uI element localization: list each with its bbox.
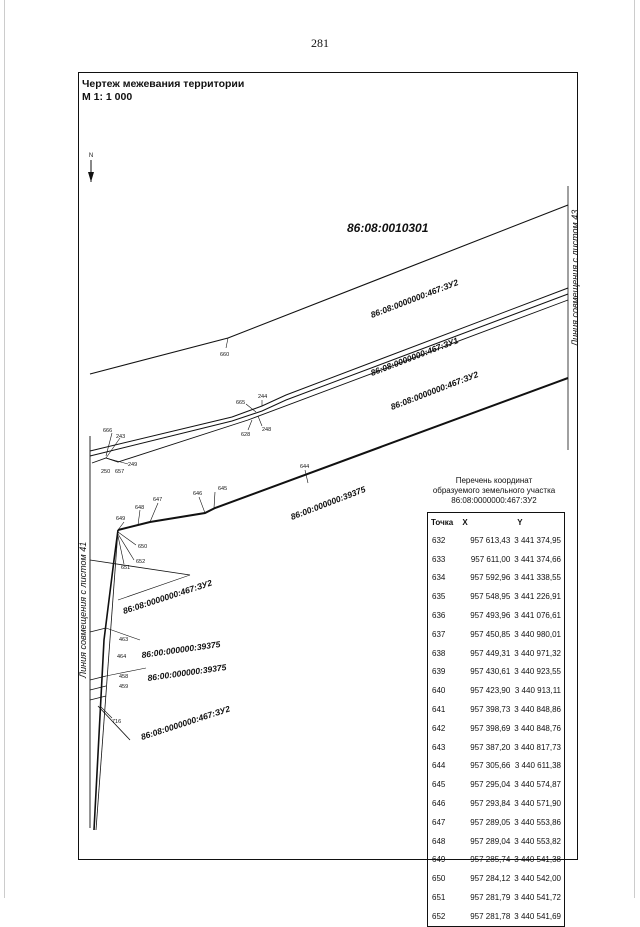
north-label: N (88, 153, 94, 159)
point-number-cell: 642 (432, 723, 446, 733)
point-label: 652 (136, 559, 146, 565)
point-number-cell: 641 (432, 705, 446, 715)
point-label: 249 (128, 462, 138, 468)
coordinates-caption-line3: 86:08:0000000:467:ЗУ2 (451, 496, 537, 505)
x-coordinate-cell: 957 305,66 (470, 761, 511, 771)
y-coordinate-cell: 3 440 574,87 (514, 780, 561, 790)
table-row (428, 700, 565, 719)
parcel-label-zu2-lower-b: 86:08:0000000:467:ЗУ2 (139, 703, 232, 742)
table-row (428, 587, 565, 606)
leader-716 (100, 706, 112, 718)
coordinates-table (427, 512, 565, 927)
drawing-title: Чертеж межевания территории (82, 78, 245, 90)
point-label: 649 (116, 516, 126, 522)
point-label: 660 (220, 352, 230, 358)
boundary-strip-5 (90, 686, 106, 690)
parcel-label-zu1: 86:08:0000000:467:ЗУ1 (369, 335, 460, 378)
header-x: X (462, 517, 468, 527)
leader-249 (106, 458, 128, 464)
leader-648 (138, 510, 140, 525)
x-coordinate-cell: 957 450,85 (470, 629, 511, 639)
table-row (428, 531, 565, 550)
leader-646 (199, 497, 205, 513)
leader-645 (214, 492, 215, 508)
y-coordinate-cell: 3 440 913,11 (514, 686, 561, 696)
y-coordinate-cell: 3 440 848,86 (514, 705, 561, 715)
coordinates-caption-line1: Перечень координат (455, 476, 533, 485)
y-coordinate-cell: 3 441 374,95 (514, 535, 561, 545)
x-coordinate-cell: 957 285,74 (470, 855, 511, 865)
y-coordinate-cell: 3 440 971,32 (514, 648, 561, 658)
point-label: 645 (218, 486, 228, 492)
table-row (428, 869, 565, 888)
point-number-cell: 633 (432, 554, 446, 564)
parcel-label-39375-upper: 86:00:000000:39375 (289, 484, 367, 522)
point-number-cell: 644 (432, 761, 446, 771)
x-coordinate-cell: 957 398,69 (470, 723, 511, 733)
point-label: 648 (135, 505, 145, 511)
y-coordinate-cell: 3 440 980,01 (514, 629, 561, 639)
point-number-cell: 651 (432, 893, 446, 903)
boundary-block-lower (90, 205, 568, 374)
header-point: Точка (431, 517, 454, 527)
point-label: 665 (236, 400, 246, 406)
table-row (428, 719, 565, 738)
x-coordinate-cell: 957 281,78 (470, 911, 511, 921)
y-coordinate-cell: 3 440 541,72 (514, 893, 561, 903)
sheet-join-label-left: Линия совмещения с листом 41 (78, 541, 88, 678)
point-label: 651 (121, 565, 131, 571)
sheet-join-label-right: Линия совмещения с листом 43 (570, 209, 580, 346)
boundary-strip-3 (90, 628, 106, 632)
point-number-cell: 646 (432, 799, 446, 809)
coordinates-caption (414, 476, 574, 506)
x-coordinate-cell: 957 289,04 (470, 836, 511, 846)
point-number-cell: 634 (432, 573, 446, 583)
point-number-cell: 648 (432, 836, 446, 846)
x-coordinate-cell: 957 398,73 (470, 705, 511, 715)
point-label: 243 (116, 434, 126, 440)
table-row (428, 832, 565, 851)
point-number-cell: 650 (432, 874, 446, 884)
x-coordinate-cell: 957 284,12 (470, 874, 511, 884)
y-coordinate-cell: 3 441 338,55 (514, 573, 561, 583)
y-coordinate-cell: 3 441 374,66 (514, 554, 561, 564)
table-header-row (428, 513, 565, 532)
x-coordinate-cell: 957 423,90 (470, 686, 511, 696)
parcel-label-zu2-upper: 86:08:0000000:467:ЗУ2 (369, 277, 460, 320)
y-coordinate-cell: 3 440 542,00 (514, 874, 561, 884)
x-coordinate-cell: 957 449,31 (470, 648, 511, 658)
point-label: 248 (262, 427, 272, 433)
point-number-cell: 637 (432, 629, 446, 639)
y-coordinate-cell: 3 440 553,86 (514, 817, 561, 827)
leader-666 (106, 433, 112, 456)
y-coordinate-cell: 3 440 571,90 (514, 799, 561, 809)
point-number-cell: 647 (432, 817, 446, 827)
y-coordinate-cell: 3 440 817,73 (514, 742, 561, 752)
point-label: 650 (138, 544, 148, 550)
x-coordinate-cell: 957 387,20 (470, 742, 511, 752)
point-number-cell: 643 (432, 742, 446, 752)
table-row (428, 644, 565, 663)
parcel-label-39375-lower-a: 86:00:000000:39375 (140, 639, 221, 660)
point-label: 463 (119, 637, 129, 643)
x-coordinate-cell: 957 430,61 (470, 667, 511, 677)
parcel-label-block: 86:08:0010301 (347, 221, 429, 235)
x-coordinate-cell: 957 592,96 (470, 573, 511, 583)
table-row (428, 907, 565, 926)
coordinates-caption-line2: образуемого земельного участка (432, 486, 556, 495)
x-coordinate-cell: 957 611,00 (470, 554, 511, 564)
boundary-zu1-lower (90, 294, 568, 456)
table-row (428, 663, 565, 682)
point-label: 644 (300, 464, 310, 470)
boundary-39375-main (118, 378, 568, 530)
table-row (428, 681, 565, 700)
point-label: 646 (193, 491, 203, 497)
x-coordinate-cell: 957 295,04 (470, 780, 511, 790)
point-number-cell: 639 (432, 667, 446, 677)
point-number-cell: 640 (432, 686, 446, 696)
y-coordinate-cell: 3 440 541,69 (514, 911, 561, 921)
parcel-label-39375-lower-b: 86:00:000000:39375 (146, 662, 227, 683)
x-coordinate-cell: 957 293,84 (470, 799, 511, 809)
point-number-cell: 632 (432, 535, 446, 545)
boundary-strip-6 (90, 696, 106, 700)
y-coordinate-cell: 3 440 923,55 (514, 667, 561, 677)
leader-644 (305, 470, 308, 483)
y-coordinate-cell: 3 440 553,82 (514, 836, 561, 846)
point-number-cell: 636 (432, 611, 446, 621)
y-coordinate-cell: 3 440 848,76 (514, 723, 561, 733)
table-row (428, 813, 565, 832)
point-number-cell: 635 (432, 592, 446, 602)
table-row (428, 569, 565, 588)
point-label: 666 (103, 428, 113, 434)
parcel-label-zu2-lower-a: 86:08:0000000:467:ЗУ2 (121, 577, 214, 616)
x-coordinate-cell: 957 289,05 (470, 817, 511, 827)
leader-651 (118, 536, 124, 564)
point-number-cell: 638 (432, 648, 446, 658)
x-coordinate-cell: 957 493,96 (470, 611, 511, 621)
x-coordinate-cell: 957 281,79 (470, 893, 511, 903)
boundary-strip-1 (96, 530, 118, 830)
parcel-label-zu2-middle: 86:08:0000000:467:ЗУ2 (389, 369, 480, 412)
point-label: 628 (241, 432, 251, 438)
table-row (428, 851, 565, 870)
coordinates-table-body (428, 531, 565, 926)
leader-248 (258, 416, 262, 426)
table-row (428, 757, 565, 776)
boundary-39375-upper (92, 300, 568, 463)
point-label: 657 (115, 469, 125, 475)
point-label: 250 (101, 469, 111, 475)
y-coordinate-cell: 3 441 076,61 (514, 611, 561, 621)
table-row (428, 606, 565, 625)
point-label: 459 (119, 684, 129, 690)
table-row (428, 794, 565, 813)
point-label: 716 (112, 719, 122, 725)
boundary-zu1-upper (90, 288, 568, 451)
leader-628 (248, 420, 252, 430)
y-coordinate-cell: 3 441 226,91 (514, 592, 561, 602)
y-coordinate-cell: 3 440 611,38 (514, 761, 561, 771)
page-number: 281 (311, 36, 329, 50)
point-number-cell: 649 (432, 855, 446, 865)
point-label: 464 (117, 654, 127, 660)
boundary-strip-4 (90, 676, 106, 680)
point-label: 647 (153, 497, 163, 503)
point-number-cell: 645 (432, 780, 446, 790)
drawing-scale: М 1: 1 000 (82, 91, 133, 103)
leader-647 (150, 503, 158, 522)
table-row (428, 738, 565, 757)
table-row (428, 775, 565, 794)
north-arrow-icon (88, 153, 94, 182)
point-number-cell: 652 (432, 911, 446, 921)
leader-660 (226, 338, 228, 348)
table-row (428, 550, 565, 569)
table-row (428, 625, 565, 644)
point-label: 244 (258, 394, 268, 400)
point-label: 458 (119, 674, 129, 680)
x-coordinate-cell: 957 548,95 (470, 592, 511, 602)
header-y: Y (517, 517, 523, 527)
x-coordinate-cell: 957 613,43 (470, 535, 511, 545)
y-coordinate-cell: 3 440 541,38 (514, 855, 561, 865)
